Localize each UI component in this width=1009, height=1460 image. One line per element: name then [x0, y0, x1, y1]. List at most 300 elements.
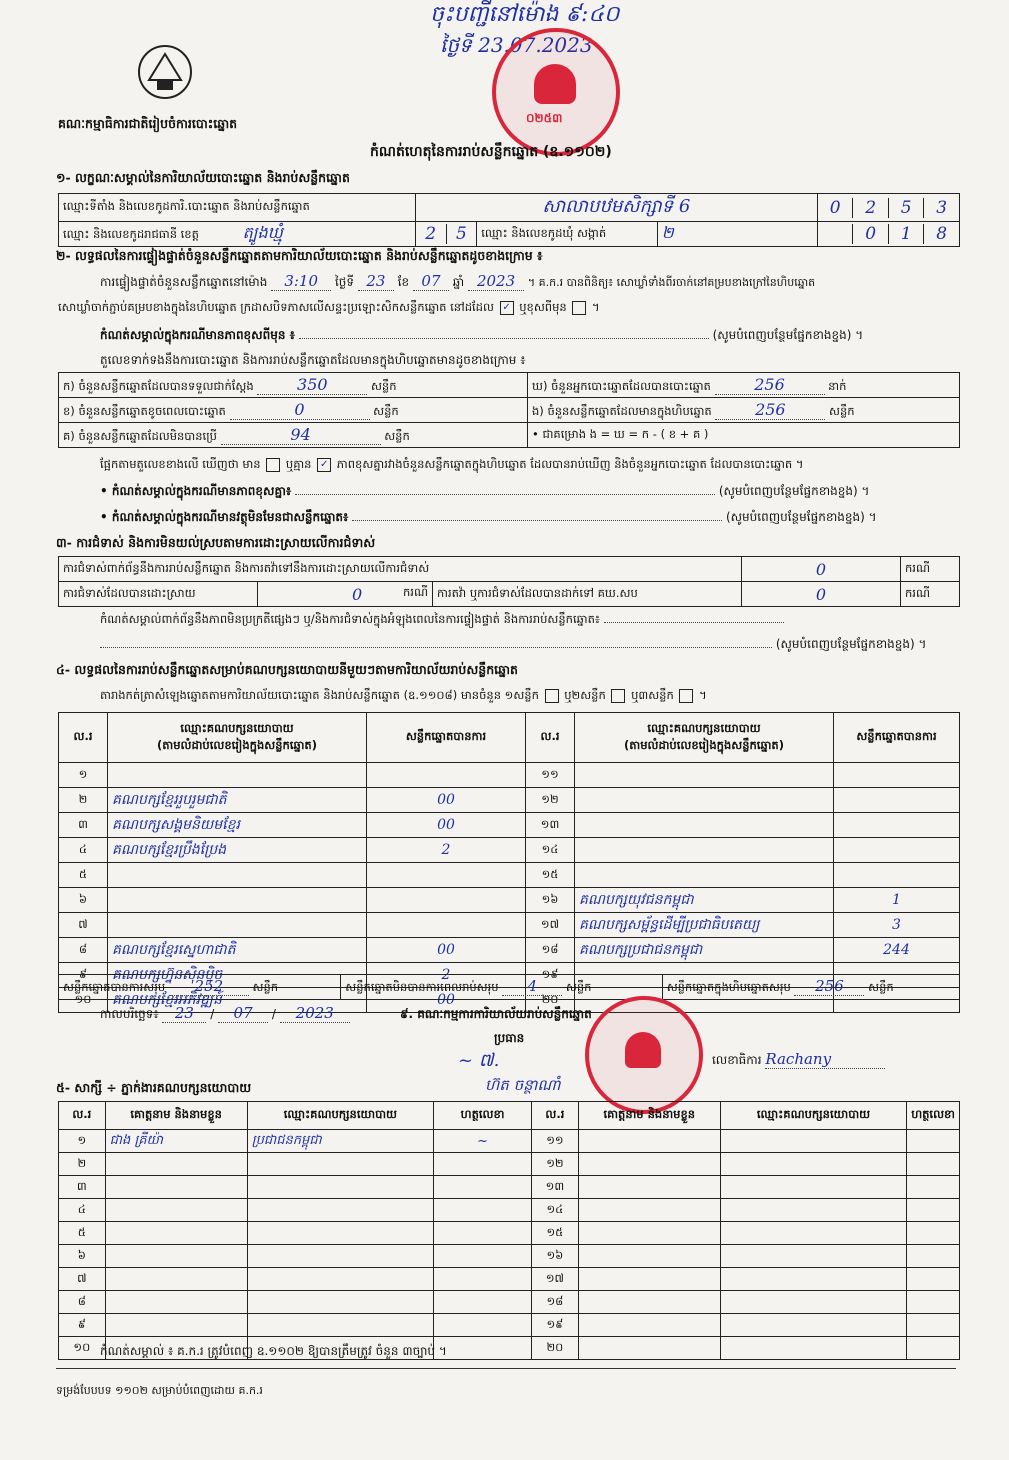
- tally-sheet-line: [100, 688, 960, 705]
- section1-title: ១- លក្ខណៈសម្គាល់នៃការិយាល័យបោះឆ្នោត និងរាប់សន្លឹកឆ្នោត: [56, 170, 350, 185]
- changed-label: ឬខុសពីមុន: [519, 300, 567, 314]
- results-votes: [367, 763, 526, 788]
- witness-no: ៧: [59, 1268, 106, 1291]
- location-label: ឈ្មោះទីតាំង និងលេខកូដការិ.បោះឆ្នោត និងរាប់សន្លឹកឆ្នោត: [59, 194, 416, 222]
- count-k-unit: សន្លឹក: [370, 378, 397, 393]
- day-label: ថ្ងៃទី: [335, 275, 355, 289]
- results-party: [108, 763, 367, 788]
- witness-sign: [907, 1176, 960, 1199]
- invalid-total-unit: សន្លឹក: [565, 980, 592, 994]
- results-no: ១៧: [526, 913, 575, 938]
- results-col-no-2: ល.រ: [526, 713, 575, 763]
- witness-party: [720, 1153, 906, 1176]
- witness-sign: [907, 1245, 960, 1268]
- verification-line-2: [58, 300, 958, 317]
- witness-name: [578, 1153, 720, 1176]
- witness-sign: [907, 1337, 960, 1360]
- results-no: ១៣: [526, 813, 575, 838]
- witness-name: [578, 1268, 720, 1291]
- difference-note-hint: (សូមបំពេញបន្ថែមផ្នែកខាងខ្នង) ។: [712, 328, 864, 342]
- witness-no: ១០: [59, 1337, 106, 1360]
- witness-no: ៤: [59, 1199, 106, 1222]
- date-month: 07: [218, 1004, 268, 1023]
- chief-name: ហ៊ត ចន្ថាណាំ: [485, 1076, 561, 1094]
- witness-name: [105, 1314, 247, 1337]
- results-votes: [834, 763, 960, 788]
- results-no: ១៤: [526, 838, 575, 863]
- province-label: [59, 222, 416, 247]
- results-row: [59, 888, 960, 913]
- compare-text-a: ផ្អែកតាមតួលេខខាងលើ ឃើញថា មាន: [100, 457, 261, 471]
- results-votes: 00: [367, 988, 526, 1013]
- witness-name: ជាង គ្រីយ៉ា: [105, 1130, 247, 1153]
- resolved-label: ការជំទាស់ដែលបានដោះស្រាយ: [59, 582, 258, 607]
- forwarded-unit: ករណី: [901, 582, 960, 607]
- irregularity-note-hint: (សូមបំពេញបន្ថែមផ្នែកខាងខ្នង) ។: [775, 637, 927, 651]
- witness-col-no: ល.រ: [59, 1102, 106, 1130]
- two-sheets-checkbox[interactable]: [611, 689, 625, 703]
- compare-text-c: ភាពខុសគ្នារវាងចំនួនសន្លឹកឆ្នោតក្នុងហិបឆ្នោត ដែលបានរាប់ឃើញ និងចំនួនអ្នកបោះឆ្នោត ដែលបានបោះឆ្នោត ។: [336, 457, 804, 471]
- witness-party: [720, 1176, 906, 1199]
- results-votes: 244: [834, 938, 960, 963]
- results-no: ១: [59, 763, 108, 788]
- tally-intro: តារាងកត់ត្រាសំឡេងឆ្នោតតាមការិយាល័យបោះឆ្នោត និងរាប់សន្លឹកឆ្នោត (ឧ.១១០៨) មានចំនួន ១សន្លឹក: [100, 688, 539, 702]
- irregularity-note-text: កំណត់សម្គាល់ពាក់ព័ន្ធនឹងភាពមិនប្រក្រតីផ្សេងៗ ឬ/និងការជំទាស់ក្នុងអំឡុងពេលនៃការផ្ទៀងផ្ទាត់ និងការរាប់សន្លឹកឆ្នោត៖: [100, 612, 600, 626]
- results-row: [59, 863, 960, 888]
- irregularity-note-field[interactable]: [604, 622, 784, 623]
- witness-sign: [907, 1314, 960, 1337]
- witness-sign: [434, 1268, 532, 1291]
- objection-unit: ករណី: [901, 557, 960, 582]
- bullet-difference-field[interactable]: [295, 494, 715, 495]
- irregularity-note-field-2[interactable]: [100, 647, 772, 648]
- witness-sign: [434, 1245, 532, 1268]
- witness-no: ១១: [532, 1130, 579, 1153]
- box-total-unit: សន្លឹក: [868, 980, 894, 994]
- witness-party: [247, 1153, 433, 1176]
- witness-no: ១៧: [532, 1268, 579, 1291]
- verification-time: 3:10: [271, 272, 331, 291]
- results-row: [59, 788, 960, 813]
- difference-note-line: [100, 327, 960, 345]
- results-votes: 3: [834, 913, 960, 938]
- commune-code-digit: 8: [923, 224, 959, 244]
- results-votes: [367, 863, 526, 888]
- witness-no: ២០: [532, 1337, 579, 1360]
- results-col-votes: សន្លឹកឆ្នោតបានការ: [367, 713, 526, 763]
- results-party: គណបក្សខ្មែររួបរួមជាតិ: [108, 788, 367, 813]
- results-no: ៤: [59, 838, 108, 863]
- irregularity-note: [100, 612, 960, 629]
- results-totals: [58, 974, 960, 1000]
- section3-title: ៣- ការជំទាស់ និងការមិនយល់ស្របតាមការដោះស្រាយលើការជំទាស់: [56, 535, 376, 550]
- invalid-total-cell: [341, 975, 662, 1000]
- results-no: ៩: [59, 963, 108, 988]
- date-label: កាលបរិច្ឆេទ៖: [100, 1007, 159, 1021]
- one-sheet-checkbox[interactable]: [545, 689, 559, 703]
- results-col-party-title-2: ឈ្មោះគណបក្សនយោបាយ: [647, 720, 761, 735]
- difference-note-label: កំណត់សម្គាល់ក្នុងករណីមានភាពខុសពីមុន ៖: [100, 328, 295, 342]
- forwarded-label: ការតវ៉ា ឬការជំទាស់ដែលបានដាក់ទៅ គឃ.សប: [433, 582, 742, 607]
- count-k-label: ក) ចំនួនសន្លឹកឆ្នោតដែលបានទទួលជាក់ស្តែង: [63, 378, 254, 393]
- province-code-digit: 5: [446, 224, 477, 244]
- results-votes: 00: [367, 788, 526, 813]
- witness-no: ៩: [59, 1314, 106, 1337]
- results-votes: [367, 888, 526, 913]
- witness-party: [247, 1176, 433, 1199]
- results-party: គណបក្សហ្វ៊ុនស៊ិនប៉ិច: [108, 963, 367, 988]
- witness-sign: [907, 1291, 960, 1314]
- bullet-object-line: [100, 509, 960, 527]
- results-votes: [834, 863, 960, 888]
- section2-title: ២- លទ្ធផលនៃការផ្ទៀងផ្ទាត់ចំនួនសន្លឹកឆ្នោតតាមការិយាល័យបោះឆ្នោត និងរាប់សន្លឹកឆ្នោតដូចខាងក្រោម ៖: [56, 248, 543, 263]
- three-sheets-checkbox[interactable]: [679, 689, 693, 703]
- witness-name: [578, 1199, 720, 1222]
- results-votes: [834, 788, 960, 813]
- witness-party: [720, 1130, 906, 1153]
- results-votes: 2: [367, 963, 526, 988]
- results-row: [59, 813, 960, 838]
- section4-title: ៤- លទ្ធផលនៃការរាប់សន្លឹកឆ្នោតសម្រាប់គណបក្សនយោបាយនីមួយៗតាមការិយាល័យរាប់សន្លឹកឆ្នោត: [56, 662, 518, 677]
- witness-sign: [434, 1222, 532, 1245]
- official-stamp-top: [492, 28, 620, 156]
- bullet-object-hint: (សូមបំពេញបន្ថែមផ្នែកខាងខ្នង) ។: [725, 510, 877, 524]
- invalid-total-value: 4: [502, 977, 562, 996]
- count-ng-label: ង) ចំនួនសន្លឹកឆ្នោតដែលមានក្នុងហិបឆ្នោត: [532, 403, 712, 418]
- box-total-cell: [662, 975, 959, 1000]
- witness-no: ៦: [59, 1245, 106, 1268]
- verification-month: 07: [413, 272, 449, 291]
- results-party: គណបក្សខ្មែរស្នេហាជាតិ: [108, 938, 367, 963]
- month-label: ខែ: [397, 275, 410, 289]
- count-gh-unit: នាក់: [828, 378, 847, 393]
- results-col-party-sub: (តាមលំដាប់លេខរៀងក្នុងសន្លឹកឆ្នោត): [157, 737, 317, 752]
- count-g-unit: សន្លឹក: [384, 428, 410, 443]
- results-row: [59, 913, 960, 938]
- witness-table: [58, 1101, 960, 1360]
- witness-row: [59, 1222, 960, 1245]
- changed-checkbox[interactable]: [572, 301, 586, 315]
- secretary-name: Rachany: [765, 1050, 885, 1069]
- results-row: [59, 938, 960, 963]
- results-votes: 00: [367, 938, 526, 963]
- witness-name: [578, 1176, 720, 1199]
- witness-party: [247, 1314, 433, 1337]
- witness-sign: [434, 1176, 532, 1199]
- witness-sign: [434, 1199, 532, 1222]
- results-no: ១០: [59, 988, 108, 1013]
- stamp-center-code: ០២៥៣: [526, 111, 563, 125]
- results-row: [59, 763, 960, 788]
- count-kh-label: ខ) ចំនួនសន្លឹកឆ្នោតខូចពេលបោះឆ្នោត: [63, 403, 226, 418]
- witness-no: ១២: [532, 1153, 579, 1176]
- footer-note: កំណត់សម្គាល់ ៖ គ.ក.រ ត្រូវបំពេញ ឧ.១១០២ ឱ្យបានត្រឹមត្រូវ ចំនួន ៣ច្បាប់ ។: [100, 1344, 447, 1358]
- chief-label: ប្រធាន: [494, 1031, 525, 1045]
- bullet-difference-label: • កំណត់សម្គាល់ក្នុងករណីមានភាពខុសគ្នា៖: [100, 484, 292, 498]
- witness-sign: [434, 1337, 532, 1360]
- official-stamp-bottom: [585, 996, 703, 1114]
- count-g-cell: [59, 423, 528, 448]
- witness-name: [105, 1245, 247, 1268]
- witness-no: ៨: [59, 1291, 106, 1314]
- count-kh-unit: សន្លឹក: [373, 403, 399, 418]
- results-table: [58, 712, 960, 1013]
- witness-no: ១៨: [532, 1291, 579, 1314]
- committee-name: គណៈកម្មាធិការជាតិរៀបចំការបោះឆ្នោត: [58, 116, 238, 131]
- witness-col-name-2: គោត្តនាម និងនាមខ្លួន: [578, 1102, 720, 1130]
- chief-signature: ~ ៧.: [458, 1050, 500, 1071]
- results-votes: [367, 913, 526, 938]
- witness-row: [59, 1153, 960, 1176]
- witness-party: [720, 1222, 906, 1245]
- unchanged-checkbox[interactable]: ✓: [500, 301, 514, 315]
- witness-name: [578, 1337, 720, 1360]
- commune-code-digit: 1: [888, 224, 924, 244]
- results-party: គណបក្សប្រជាជនកម្ពុជា: [575, 938, 834, 963]
- handwritten-registration-time: ចុះបញ្ជីនៅម៉ោង ៩:៤០: [430, 2, 620, 27]
- irregularity-line-2: [100, 636, 960, 654]
- results-no: ៦: [59, 888, 108, 913]
- witness-row: [59, 1291, 960, 1314]
- witness-no: ១៩: [532, 1314, 579, 1337]
- seal-status-text: សោឃ្លាំចាក់ភ្ជាប់គម្របខាងក្នុងនៃហិបឆ្នោត ក្រដាសបិទភាសលើសន្ទះប្រឡោះសិកសន្លឹកឆ្នោត នៅដដែល: [58, 300, 494, 314]
- results-col-votes-2: សន្លឹកឆ្នោតបានការ: [834, 713, 960, 763]
- footer-divider: [56, 1368, 956, 1369]
- results-no: ១២: [526, 788, 575, 813]
- objection-label: ការជំទាស់ពាក់ព័ន្ធនឹងការរាប់សន្លឹកឆ្នោត និងការតវ៉ាទៅនឹងការដោះស្រាយលើការជំទាស់: [59, 557, 742, 582]
- results-no: ១១: [526, 763, 575, 788]
- witness-col-party: ឈ្មោះគណបក្សនយោបាយ: [247, 1102, 433, 1130]
- form-title: កំណត់ហេតុនៃការរាប់សន្លឹកឆ្នោត (ឧ.១១០២): [370, 144, 612, 160]
- results-no: ៧: [59, 913, 108, 938]
- count-gh-cell: [528, 373, 960, 398]
- witness-party: [720, 1314, 906, 1337]
- count-ng-unit: សន្លឹក: [829, 403, 855, 418]
- results-no: ១៩: [526, 963, 575, 988]
- results-party: គណបក្សខ្មែរប្រឹងប្រែង: [108, 838, 367, 863]
- tally-end-mark: ។: [699, 688, 707, 702]
- witness-party: [720, 1268, 906, 1291]
- count-ng-cell: [528, 398, 960, 423]
- bullet-object-field[interactable]: [352, 520, 722, 521]
- nec-logo: [135, 42, 195, 102]
- witness-name: [578, 1222, 720, 1245]
- results-party: គណបក្សសង្គមនិយមខ្មែរ: [108, 813, 367, 838]
- results-no: ១៥: [526, 863, 575, 888]
- witness-party: [720, 1199, 906, 1222]
- witness-no: ១៤: [532, 1199, 579, 1222]
- year-label: ឆ្នាំ: [452, 275, 465, 289]
- three-sheets-label: ឬ៣សន្លឹក: [631, 688, 674, 702]
- witness-party: [720, 1245, 906, 1268]
- witness-party: ប្រជាជនកម្ពុជា: [247, 1130, 433, 1153]
- results-party: [108, 863, 367, 888]
- witness-row: [59, 1130, 960, 1153]
- count-g-label: គ) ចំនួនសន្លឹកឆ្នោតដែលមិនបានប្រើ: [63, 428, 217, 443]
- results-party: [575, 838, 834, 863]
- witness-no: ១៦: [532, 1245, 579, 1268]
- results-no: ១៦: [526, 888, 575, 913]
- witness-col-party-2: ឈ្មោះគណបក្សនយោបាយ: [720, 1102, 906, 1130]
- verification-day: 23: [358, 272, 394, 291]
- commune-code: [817, 222, 959, 247]
- witness-party: [247, 1245, 433, 1268]
- witness-no: ៣: [59, 1176, 106, 1199]
- results-votes: [834, 838, 960, 863]
- witness-sign: [434, 1153, 532, 1176]
- valid-total-unit: សន្លឹក: [252, 980, 279, 994]
- handwritten-registration-date: ថ្ងៃទី 23.07.2023: [440, 33, 593, 57]
- witness-row: [59, 1268, 960, 1291]
- witness-row: [59, 1245, 960, 1268]
- witness-no: ៥: [59, 1222, 106, 1245]
- objection-value: 0: [742, 557, 901, 582]
- witness-sign: [907, 1130, 960, 1153]
- results-col-party-2: [575, 713, 834, 763]
- results-no: ២០: [526, 988, 575, 1013]
- compare-line: [100, 457, 960, 474]
- results-no: ១៨: [526, 938, 575, 963]
- witness-col-no-2: ល.រ: [532, 1102, 579, 1130]
- witness-row: [59, 1199, 960, 1222]
- witness-name: [578, 1314, 720, 1337]
- results-votes: 1: [834, 888, 960, 913]
- witness-name: [105, 1291, 247, 1314]
- results-no: ៣: [59, 813, 108, 838]
- province-label-text: ឈ្មោះ និងលេខកូដរាជធានី ខេត្ត: [63, 227, 199, 241]
- results-party: [575, 788, 834, 813]
- box-total-label: សន្លឹកឆ្នោតក្នុងហិបឆ្នោតសរុប: [666, 980, 791, 994]
- count-formula: • ជាគម្រោង ង = ឃ = ក - ( ខ + គ ): [528, 423, 960, 448]
- witness-party: [247, 1199, 433, 1222]
- results-col-party: [108, 713, 367, 763]
- resolved-unit: ករណី: [403, 584, 428, 599]
- bullet-object-label: • កំណត់សម្គាល់ក្នុងករណីមានវត្ថុមិនមែនជាសន្លឹកឆ្នោត៖: [100, 510, 349, 524]
- witness-sign: [907, 1268, 960, 1291]
- results-party: គណបក្សខ្មែរអភិវឌ្ឍន៍: [108, 988, 367, 1013]
- province-code: [415, 222, 476, 247]
- results-party: [575, 813, 834, 838]
- results-party: គណបក្សយុវជនកម្ពុជា: [575, 888, 834, 913]
- bullet-difference-line: [100, 483, 960, 501]
- results-col-party-title: ឈ្មោះគណបក្សនយោបាយ: [180, 720, 294, 735]
- results-row: [59, 838, 960, 863]
- section1-table: [58, 193, 960, 247]
- counts-intro: តួលេខទាក់ទងនឹងការបោះឆ្នោត និងការរាប់សន្លឹកឆ្នោតដែលមានក្នុងហិបឆ្នោតមានដូចខាងក្រោម ៖: [100, 353, 526, 367]
- location-code-digit: 3: [923, 198, 959, 218]
- results-no: ៥: [59, 863, 108, 888]
- witness-sign: ~: [434, 1130, 532, 1153]
- valid-total-cell: [59, 975, 341, 1000]
- location-code-digit: 5: [888, 198, 924, 218]
- stamp-center-bell-icon: [534, 64, 576, 104]
- count-kh-cell: [59, 398, 528, 423]
- resolved-cell: [258, 582, 433, 607]
- count-gh-label: ឃ) ចំនួនអ្នកបោះឆ្នោតដែលបានបោះឆ្នោត: [532, 378, 711, 393]
- results-party: គណបក្សសម្ព័ន្ធដើម្បីប្រជាធិបតេយ្យ: [575, 913, 834, 938]
- commune-value: ២: [657, 222, 817, 247]
- witness-no: ១៥: [532, 1222, 579, 1245]
- results-party: [575, 763, 834, 788]
- witness-sign: [907, 1199, 960, 1222]
- location-code-digit: 0: [829, 197, 841, 218]
- witness-party: [720, 1291, 906, 1314]
- verification-text: ការផ្ទៀងផ្ទាត់ចំនួនសន្លឹកឆ្នោតនៅម៉ោង: [100, 275, 268, 289]
- section5-title: ៥- សាក្សី ÷ ភ្នាក់ងារគណបក្សនយោបាយ: [56, 1080, 252, 1095]
- count-kh-value: 0: [230, 400, 370, 420]
- witness-col-sign: ហត្ថលេខា: [434, 1102, 532, 1130]
- count-k-value: 350: [257, 375, 367, 395]
- results-votes: [834, 813, 960, 838]
- witness-party: [247, 1222, 433, 1245]
- witness-name: [578, 1291, 720, 1314]
- witness-sign: [434, 1291, 532, 1314]
- date-day: 23: [162, 1004, 206, 1023]
- witness-party: [247, 1291, 433, 1314]
- invalid-total-label: សន្លឹកឆ្នោតមិនបានការពេលរាប់សរុប: [345, 980, 499, 994]
- witness-sign: [907, 1222, 960, 1245]
- date-line: កាលបរិច្ឆេទ៖ 23 / 07 / 2023: [100, 1004, 350, 1024]
- date-year: 2023: [280, 1004, 350, 1023]
- witness-row: [59, 1314, 960, 1337]
- witness-sign: [434, 1314, 532, 1337]
- location-code: [817, 194, 959, 222]
- secretary-line: [712, 1050, 885, 1070]
- witness-col-sign-2: ហត្ថលេខា: [907, 1102, 960, 1130]
- box-total-value: 256: [794, 977, 864, 996]
- results-no: ២: [59, 788, 108, 813]
- commune-code-digit: 0: [852, 224, 888, 244]
- compare-text-b: ឬគ្មាន: [285, 457, 312, 471]
- count-k-cell: [59, 373, 528, 398]
- signer-committee: ៩. គណៈកម្មការការិយាល័យរាប់សន្លឹកឆ្នោត: [400, 1007, 592, 1021]
- witness-name: [105, 1176, 247, 1199]
- witness-name: [105, 1153, 247, 1176]
- valid-total-label: សន្លឹកឆ្នោតបានការសរុប: [63, 980, 166, 994]
- counts-table: [58, 372, 960, 448]
- witness-name: [578, 1245, 720, 1268]
- location-value: សាលាបឋមសិក្សាទី 6: [415, 194, 817, 222]
- location-code-digit: 2: [852, 198, 888, 218]
- witness-sign: [907, 1153, 960, 1176]
- has-difference-checkbox[interactable]: [266, 458, 280, 472]
- witness-no: ១៣: [532, 1176, 579, 1199]
- witness-col-name: គោត្តនាម និងនាមខ្លួន: [105, 1102, 247, 1130]
- witness-party: [720, 1337, 906, 1360]
- count-gh-value: 256: [715, 375, 825, 395]
- section3-table: [58, 556, 960, 607]
- commune-label: ឈ្មោះ និងលេខកូដឃុំ សង្កាត់: [477, 222, 657, 247]
- commune-code-digit: [818, 224, 853, 244]
- difference-note-field[interactable]: [299, 338, 709, 339]
- witness-party: [247, 1268, 433, 1291]
- witness-row: [59, 1176, 960, 1199]
- footer-form-ref: ទម្រង់បែបបទ ១១០២ សម្រាប់បំពេញដោយ គ.ក.រ: [56, 1384, 263, 1397]
- no-difference-checkbox[interactable]: ✓: [317, 458, 331, 472]
- province-code-digit: 2: [425, 224, 437, 244]
- resolved-value: 0: [352, 584, 363, 604]
- witness-no: ១: [59, 1130, 106, 1153]
- witness-name: [105, 1222, 247, 1245]
- results-no: ៨: [59, 938, 108, 963]
- results-col-party-sub-2: (តាមលំដាប់លេខរៀងក្នុងសន្លឹកឆ្នោត): [624, 737, 784, 752]
- valid-total-value: 252: [169, 977, 249, 996]
- results-votes: 00: [367, 813, 526, 838]
- province-value: ត្បូងឃ្មុំ: [242, 223, 283, 242]
- line-end-mark: ។: [592, 300, 600, 314]
- verification-text-end: ។ គ.ក.រ បានពិនិត្យ៖ សោឃ្លាំទាំងពីរចាក់នៅគម្របខាងក្រៅនៃហិបឆ្នោត: [527, 276, 816, 289]
- witness-name: [578, 1130, 720, 1153]
